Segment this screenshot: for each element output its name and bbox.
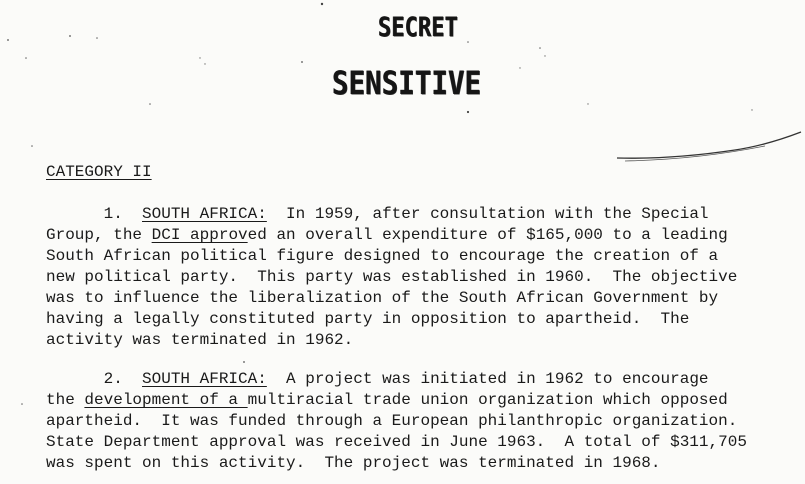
classification-stamp-sensitive: SENSITIVE [332, 64, 482, 102]
text-line: activity was terminated in 1962. [46, 331, 354, 349]
paragraph-number: 2. [103, 370, 123, 388]
paragraph-2 [46, 369, 805, 474]
pen-underline-mark: development of a [84, 391, 248, 409]
text-line: State Department approval was received in June 1963. A total of $311,705 [46, 433, 747, 451]
text-line: In 1959, after consultation with the Special [266, 205, 709, 223]
text-line: Group, the [46, 226, 152, 244]
paragraph-1 [46, 204, 805, 351]
text-line: ed an overall expenditure of $165,000 to a leading [247, 226, 728, 244]
text-line: having a legally constituted party in opposition to apartheid. The [46, 310, 690, 328]
classification-stamp-secret: SECRET [378, 12, 458, 43]
text-line: apartheid. It was funded through a European philanthropic organization. [46, 412, 738, 430]
country-label: SOUTH AFRICA: [142, 370, 267, 388]
text-line: new political party. This party was established in 1960. The objective [46, 268, 738, 286]
text-line: the [46, 391, 85, 409]
handwritten-pen-stroke [615, 128, 805, 168]
text-line: South African political figure designed to encourage the creation of a [46, 247, 719, 265]
pen-underline-mark: DCI approv [151, 226, 248, 244]
text-line: A project was initiated in 1962 to encourage [266, 370, 709, 388]
text-line: multiracial trade union organization which opposed [247, 391, 728, 409]
paragraph-number: 1. [103, 205, 123, 223]
paragraph-indent [46, 205, 104, 223]
text-line: was to influence the liberalization of the South African Government by [46, 289, 719, 307]
text-line: was spent on this activity. The project was terminated in 1968. [46, 454, 661, 472]
country-label: SOUTH AFRICA: [142, 205, 267, 223]
category-heading: CATEGORY II [46, 163, 152, 181]
paragraph-indent [46, 370, 104, 388]
